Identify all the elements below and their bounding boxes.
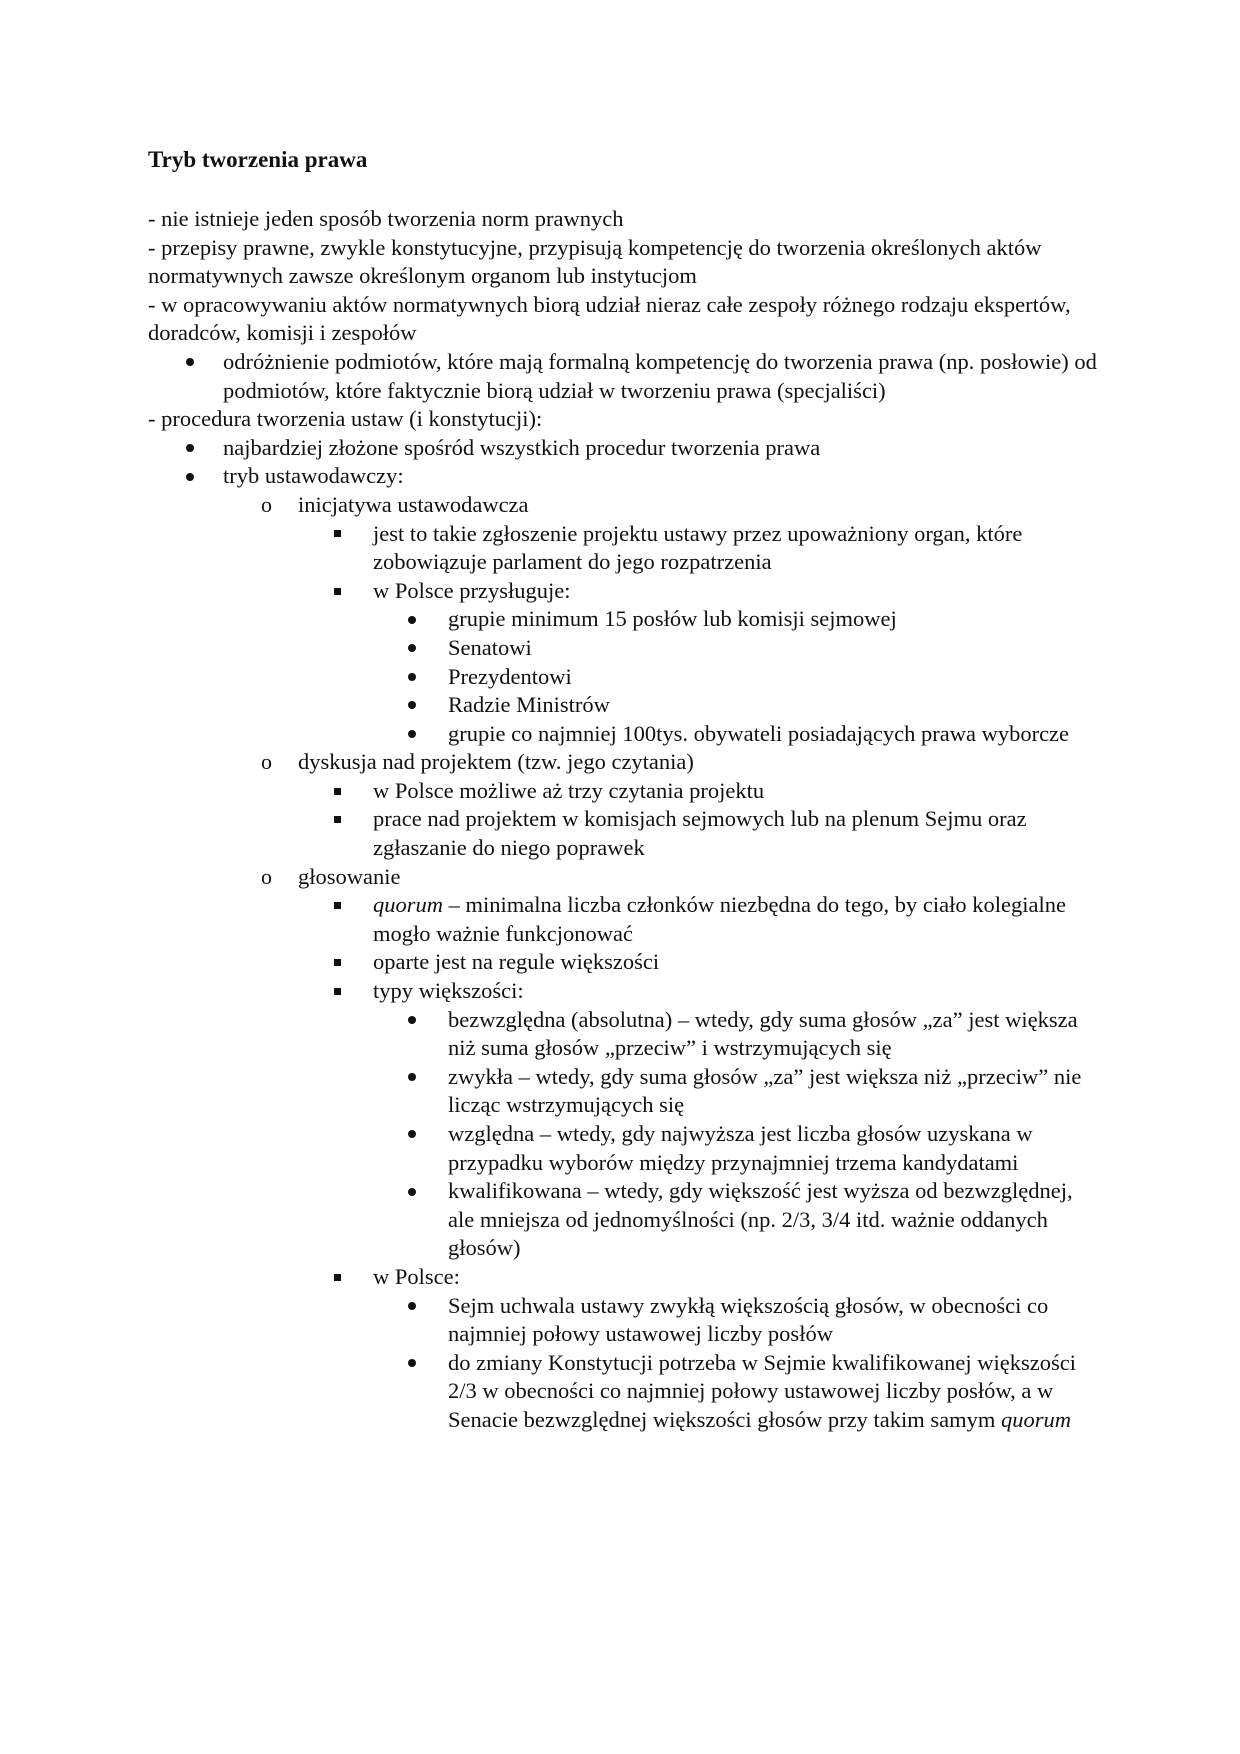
list-item (148, 491, 1098, 520)
list-item (148, 1063, 1098, 1120)
bullet-dot-icon (408, 1120, 432, 1149)
list-item (148, 720, 1098, 749)
list-item-text: Prezydentowi (448, 663, 572, 689)
document-body (148, 205, 1098, 1435)
list-item (148, 805, 1098, 862)
bullet-square-icon (334, 577, 358, 606)
list-item (148, 1349, 1098, 1435)
list-item (148, 1120, 1098, 1177)
bullet-dot-icon (408, 634, 432, 663)
list-item (148, 462, 1098, 491)
quorum-definition: – minimalna liczba członków niezbędna do tego, by ciało kolegialne mogło ważnie funkcjonować (373, 892, 1066, 946)
list-item (148, 891, 1098, 948)
list-item-text: tryb ustawodawczy: (223, 463, 404, 489)
intro-line: - w opracowywaniu aktów normatywnych biorą udział nieraz całe zespoły różnego rodzaju ekspertów, doradców, komisji i zespołów (148, 291, 1071, 346)
bullet-square-icon (334, 1263, 358, 1292)
list-item-text: typy większości: (373, 978, 524, 1004)
list-item-text: grupie minimum 15 posłów lub komisji sejmowej (448, 606, 897, 632)
list-item-text (448, 1350, 1076, 1432)
bullet-dot-icon (408, 1177, 432, 1206)
list-item-text: inicjatywa ustawodawcza (298, 491, 529, 517)
list-item-text: oparte jest na regule większości (373, 949, 660, 975)
list-item-text: jest to takie zgłoszenie projektu ustawy przez upoważniony organ, które zobowiązuje parlament do jego rozpatrzenia (373, 520, 1023, 575)
list-item-text: w Polsce przysługuje: (373, 577, 571, 603)
quorum-term: quorum (1000, 1406, 1071, 1432)
list-item (148, 948, 1098, 977)
list-item (148, 1292, 1098, 1349)
list-item (148, 977, 1098, 1006)
bullet-square-icon (334, 777, 358, 806)
bullet-square-icon (334, 891, 358, 920)
list-item (148, 691, 1098, 720)
list-item (148, 1177, 1098, 1263)
bullet-dot-icon (408, 663, 432, 692)
list-item-text: w Polsce: (373, 1263, 460, 1289)
list-item-text: najbardziej złożone spośród wszystkich procedur tworzenia prawa (223, 434, 821, 460)
list-item-text: Sejm uchwala ustawy zwykłą większością głosów, w obecności co najmniej połowy ustawowej liczby posłów (448, 1292, 1049, 1347)
list-item-text: w Polsce możliwe aż trzy czytania projektu (373, 777, 765, 803)
list-item-text (373, 892, 1066, 946)
list-item-text: dyskusja nad projektem (tzw. jego czytania) (298, 749, 694, 775)
bullet-dot-icon (408, 1006, 432, 1035)
intro-line: - przepisy prawne, zwykle konstytucyjne, przypisują kompetencję do tworzenia określonych aktów normatywnych zawsze określonym organom lub instytucjom (148, 234, 1042, 289)
bullet-square-icon (334, 977, 358, 1006)
procedure-heading: - procedura tworzenia ustaw (i konstytucji): (148, 406, 543, 432)
bullet-dot-icon (408, 691, 432, 720)
list-item-text: Senatowi (448, 634, 532, 660)
bullet-square-icon (334, 520, 358, 549)
list-item (148, 348, 1098, 405)
list-item (148, 1006, 1098, 1063)
intro-line: - nie istnieje jeden sposób tworzenia norm prawnych (148, 206, 624, 231)
list-item-text: głosowanie (298, 863, 401, 889)
list-item (148, 605, 1098, 634)
bullet-dot-icon (408, 605, 432, 634)
list-item (148, 777, 1098, 806)
bullet-dot-icon (408, 1349, 432, 1378)
list-item (148, 434, 1098, 463)
list-item (148, 748, 1098, 777)
list-item-text: grupie co najmniej 100tys. obywateli posiadających prawa wyborcze (448, 720, 1070, 746)
list-item (148, 663, 1098, 692)
document-title: Tryb tworzenia prawa (148, 147, 368, 172)
bullet-circle-icon: o (261, 863, 272, 889)
list-item (148, 520, 1098, 577)
list-item (148, 577, 1098, 606)
list-item-text: Radzie Ministrów (448, 692, 610, 718)
list-item-text: bezwzględna (absolutna) – wtedy, gdy suma głosów „za” jest większa niż suma głosów „przeciw” i wstrzymujących się (448, 1006, 1078, 1061)
bullet-circle-icon: o (261, 491, 272, 517)
list-item-text: kwalifikowana – wtedy, gdy większość jest wyższa od bezwzględnej, ale mniejsza od jednomyślności (np. 2/3, 3/4 itd. ważnie oddanych głosów) (448, 1178, 1073, 1261)
quorum-term: quorum (373, 892, 444, 918)
bullet-circle-icon: o (261, 749, 272, 775)
list-item (148, 634, 1098, 663)
list-item-text: odróżnienie podmiotów, które mają formalną kompetencję do tworzenia prawa (np. posłowie) od podmiotów, które faktycznie biorą udział w tworzeniu prawa (specjaliści) (223, 348, 1097, 403)
list-item-text: zwykła – wtedy, gdy suma głosów „za” jest większa niż „przeciw” nie licząc wstrzymujących się (448, 1063, 1082, 1118)
bullet-square-icon (334, 948, 358, 977)
bullet-dot-icon (408, 720, 432, 749)
list-item-text: prace nad projektem w komisjach sejmowych lub na plenum Sejmu oraz zgłaszanie do niego poprawek (373, 806, 1027, 861)
list-item (148, 1263, 1098, 1292)
list-item-text: względna – wtedy, gdy najwyższa jest liczba głosów uzyskana w przypadku wyborów między przynajmniej trzema kandydatami (448, 1121, 1033, 1175)
bullet-square-icon (334, 805, 358, 834)
bullet-dot-icon (186, 348, 210, 377)
bullet-dot-icon (408, 1063, 432, 1092)
bullet-dot-icon (186, 462, 210, 491)
bullet-dot-icon (408, 1292, 432, 1321)
bullet-dot-icon (186, 434, 210, 463)
constitution-change-text: do zmiany Konstytucji potrzeba w Sejmie kwalifikowanej większości 2/3 w obecności co najmniej połowy ustawowej liczby posłów, a w Senacie bezwzględnej większości głosów przy takim samym (448, 1349, 1076, 1432)
list-item (148, 863, 1098, 892)
